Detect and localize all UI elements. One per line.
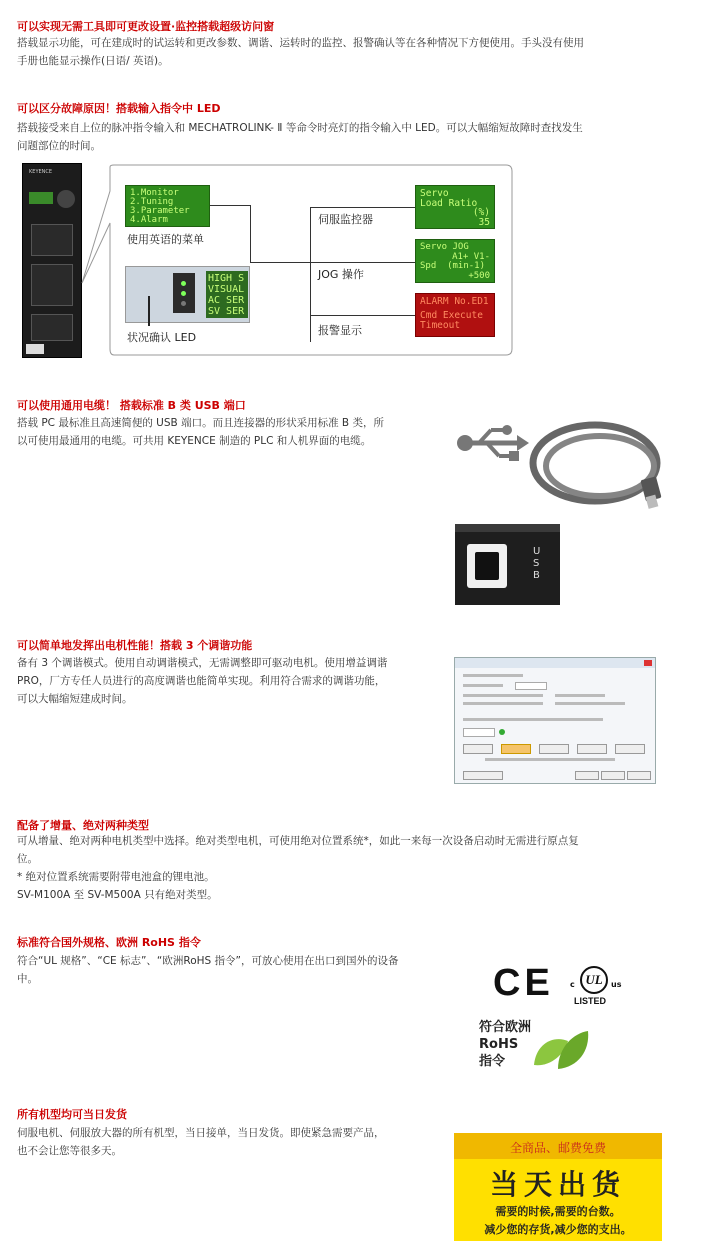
- text-line: * 绝对位置系统需要附带电池盒的锂电池。: [17, 871, 215, 883]
- section-body-command-led: [17, 119, 583, 155]
- placeholder-text: [555, 702, 625, 705]
- text-line: 备有 3 个调谐模式。使用自动调谐模式，无需调整即可驱动电机。使用增益调谐: [17, 657, 388, 669]
- footer-button: [463, 771, 503, 780]
- window-titlebar: [455, 658, 655, 668]
- rohs-text: 符合欧洲 RoHS 指令: [479, 1020, 532, 1069]
- section-body-motor-types: [17, 832, 579, 904]
- section-title-usb: 可以使用通用电缆！ 搭载标准 B 类 USB 端口: [17, 399, 246, 412]
- servo-amplifier-image: [22, 163, 82, 358]
- text-line: 位。: [17, 853, 38, 865]
- device-connector: [31, 224, 73, 256]
- alarm-label: 报警显示: [318, 324, 362, 337]
- section-title-super-access-window: 可以实现无需工具即可更改设置·监控搭载超级访问窗: [17, 20, 275, 33]
- text-line: 可以大幅缩短建成时间。: [17, 693, 133, 705]
- status-lcd: HIGH S VISUAL AC SER SV SER: [206, 271, 248, 318]
- placeholder-text: [463, 718, 603, 721]
- section-title-standards: 标准符合国外规格、欧洲 RoHS 指令: [17, 936, 201, 949]
- step-button: [501, 744, 531, 754]
- led-indicator: [181, 291, 186, 296]
- usb-cable-image: [455, 408, 675, 518]
- step-button: [615, 744, 645, 754]
- connector-line: [310, 207, 311, 342]
- section-body-super-access-window: [17, 34, 584, 70]
- banner-sub-text: 减少您的存货,减少您的支出。: [484, 1223, 632, 1236]
- device-dial: [57, 190, 75, 208]
- device-terminal: [26, 344, 44, 354]
- usb-port-image: [455, 524, 560, 605]
- placeholder-text: [555, 694, 605, 697]
- footer-button: [601, 771, 625, 780]
- text-line: 伺服电机、伺服放大器的所有机型，当日接单，当日发货。即使紧急需要产品，: [17, 1127, 385, 1139]
- device-edge: [455, 524, 560, 532]
- led-indicator: [181, 301, 186, 306]
- connector-line: [310, 207, 415, 208]
- connector-line: [310, 262, 415, 263]
- servo-monitor-label: 伺服监控器: [318, 213, 373, 226]
- led-pointer-line: [148, 296, 150, 326]
- device-connector: [31, 314, 73, 341]
- step-button: [463, 744, 493, 754]
- text-line: 搭载显示功能，可在建成时的试运转和更改参数、调谐、运转时的监控、报警确认等在各种情况下方便使用。手头没有使用: [17, 37, 584, 49]
- tuning-software-screenshot: [454, 657, 656, 784]
- ce-mark: CE: [493, 962, 554, 1004]
- placeholder-text: [463, 702, 543, 705]
- section-title-same-day-shipping: 所有机型均可当日发货: [17, 1108, 127, 1121]
- text-line: 手册也能显示操作(日语/ 英语)。: [17, 55, 169, 67]
- banner-top-text: 全商品、邮费免费: [509, 1141, 606, 1155]
- text-line: 问题部位的时间。: [17, 140, 101, 152]
- led-panel-image: [125, 266, 250, 323]
- text-line: 搭载 PC 最标准且高速简便的 USB 端口。而且连接器的形状采用标准 B 类，所: [17, 417, 384, 429]
- device-display: [29, 192, 53, 204]
- jog-label: JOG 操作: [318, 268, 364, 281]
- text-line: PRO，厂方专任人员进行的高度调谐也能简单实现。利用符合需求的调谐功能，: [17, 675, 386, 687]
- placeholder-text: [485, 758, 615, 761]
- text-line: 搭载接受来自上位的脉冲指令输入和 MECHATROLINK- Ⅱ 等命令时亮灯的指令输入中 LED。可以大幅缩短故障时查找发生: [17, 122, 583, 134]
- placeholder-field: [515, 682, 547, 690]
- section-title-tuning: 可以简单地发挥出电机性能！搭载 3 个调谐功能: [17, 639, 253, 652]
- connector-line: [210, 205, 250, 206]
- banner-main-text: 当天出货: [489, 1168, 626, 1201]
- step-button: [539, 744, 569, 754]
- ul-us: us: [611, 980, 622, 989]
- section-title-motor-types: 配备了增量、绝对两种类型: [17, 819, 149, 832]
- text-line: 可从增量、绝对两种电机类型中选择。绝对类型电机，可使用绝对位置系统*，如此一来每一次设备启动时无需进行原点复: [17, 835, 579, 847]
- banner-sub-text: 需要的时候,需要的台数。: [495, 1205, 621, 1218]
- rohs-leaf-icon: [528, 1025, 592, 1073]
- menu-lcd: 1.Monitor 2.Tuning 3.Parameter 4.Alarm: [125, 185, 210, 227]
- placeholder-text: [463, 694, 543, 697]
- placeholder-text: [463, 684, 503, 687]
- same-day-shipping-banner: [454, 1133, 662, 1241]
- connector-line: [250, 262, 310, 263]
- placeholder-field: [463, 728, 495, 737]
- status-dot: [499, 729, 505, 735]
- device-brand: KEYENCE: [29, 169, 53, 175]
- ul-listed-mark: [564, 966, 636, 1010]
- text-line: 中。: [17, 973, 38, 985]
- jog-lcd: Servo JOG A1+ V1- Spd (min-1) +500: [415, 239, 495, 283]
- ul-listed-text: LISTED: [574, 996, 607, 1006]
- section-body-same-day-shipping: [17, 1124, 385, 1160]
- window-close-icon: [644, 660, 652, 666]
- connector-line: [250, 205, 251, 262]
- placeholder-text: [463, 674, 523, 677]
- ul-c: c: [570, 980, 575, 989]
- led-caption: 状况确认 LED: [127, 331, 197, 344]
- text-line: 符合“UL 规格”、“CE 标志”、“欧洲RoHS 指令”，可放心使用在出口到国外的设备: [17, 955, 399, 967]
- menu-caption: 使用英语的菜单: [127, 233, 204, 246]
- usb-b-port: [467, 544, 507, 588]
- text-line: SV-M100A 至 SV-M500A 只有绝对类型。: [17, 889, 218, 901]
- section-body-standards: [17, 952, 398, 988]
- led-strip: [173, 273, 195, 313]
- alarm-lcd: ALARM No.ED1 Cmd Execute Timeout: [415, 293, 495, 337]
- usb-port-label: USB: [533, 546, 541, 581]
- step-button: [577, 744, 607, 754]
- connector-line: [310, 315, 415, 316]
- led-indicator: [181, 281, 186, 286]
- device-connector: [31, 264, 73, 306]
- footer-button: [575, 771, 599, 780]
- usb-cable-icon: [533, 425, 657, 501]
- footer-button: [627, 771, 651, 780]
- section-title-command-led: 可以区分故障原因！搭载输入指令中 LED: [17, 102, 221, 115]
- section-body-usb: [17, 414, 384, 450]
- servo-monitor-lcd: Servo Load Ratio (%) 35: [415, 185, 495, 229]
- usb-symbol-icon: [457, 425, 529, 461]
- text-line: 以可使用最通用的电缆。可共用 KEYENCE 制造的 PLC 和人机界面的电缆。: [17, 435, 372, 447]
- text-line: 也不会让您等很多天。: [17, 1145, 122, 1157]
- section-body-tuning: [17, 654, 387, 708]
- ul-circle: UL: [580, 966, 608, 994]
- usb-b-port-socket: [475, 552, 499, 580]
